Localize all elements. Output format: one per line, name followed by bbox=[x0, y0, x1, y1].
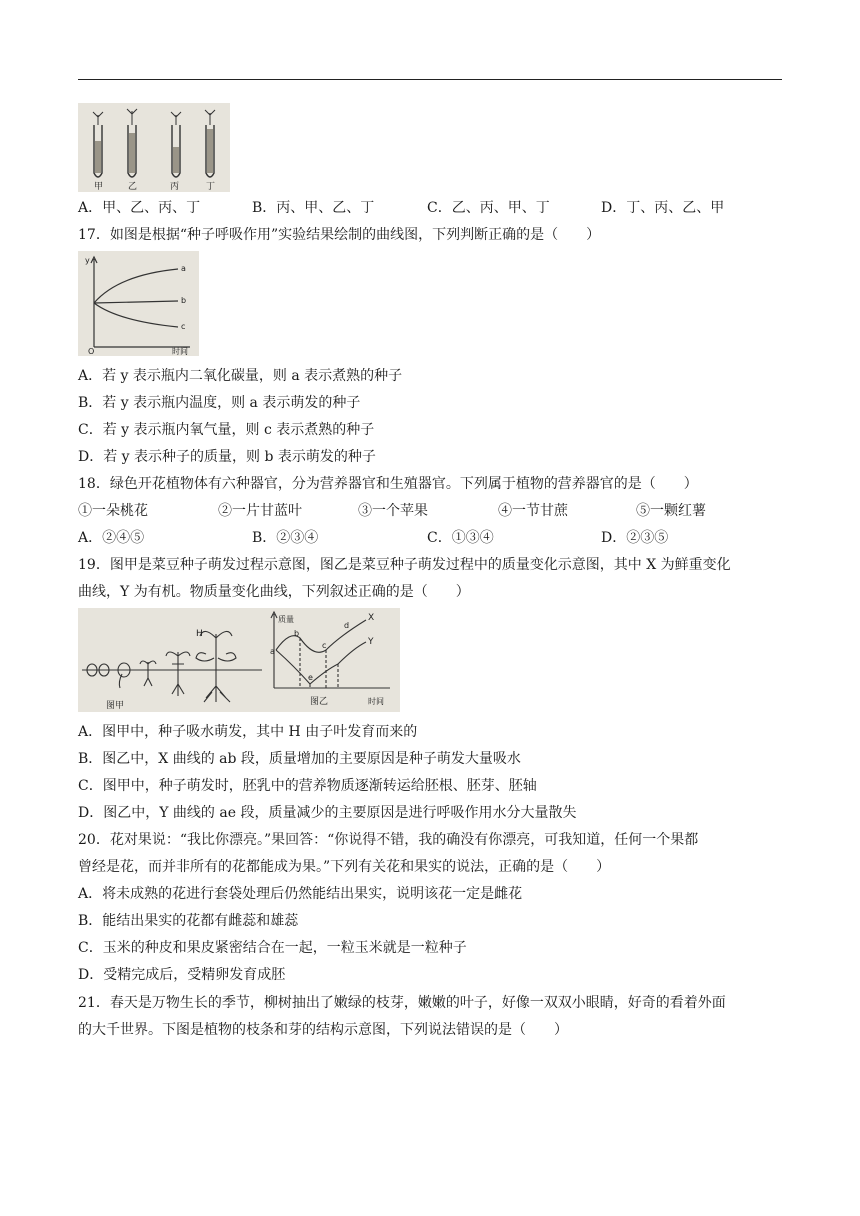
q17-option-b[interactable]: B．若 y 表示瓶内温度，则 a 表示萌发的种子 bbox=[78, 395, 361, 411]
q19-x-label: 时间 bbox=[368, 697, 384, 706]
q19-germination-figure bbox=[78, 608, 400, 712]
q17-x-label: 时间 bbox=[172, 347, 188, 356]
q16-option-c[interactable]: C．乙、丙、甲、丁 bbox=[427, 200, 550, 216]
q16-label-bing: 丙 bbox=[170, 182, 180, 192]
q19-stem-line1: 19．图甲是菜豆种子萌发过程示意图，图乙是菜豆种子萌发过程中的质量变化示意图，其中 X 为鲜重变化 bbox=[78, 557, 731, 573]
q16-label-yi: 乙 bbox=[128, 182, 138, 192]
q18-options bbox=[78, 528, 782, 548]
q20-stem-line1: 20．花对果说：“我比你漂亮。”果回答：“你说得不错，我的确没有你漂亮，可我知道，任何一个果都 bbox=[78, 832, 699, 848]
q19-option-d[interactable]: D．图乙中，Y 曲线的 ae 段，质量减少的主要原因是进行呼吸作用水分大量散失 bbox=[78, 805, 577, 821]
q17-y-label: y bbox=[85, 256, 90, 265]
q17-option-d[interactable]: D．若 y 表示种子的质量，则 b 表示萌发的种子 bbox=[78, 449, 376, 465]
q17-option-a[interactable]: A．若 y 表示瓶内二氧化碳量，则 a 表示煮熟的种子 bbox=[78, 368, 403, 384]
q19-option-a[interactable]: A．图甲中，种子吸水萌发，其中 H 由子叶发育而来的 bbox=[78, 724, 418, 740]
q21-stem-line2: 的大千世界。下图是植物的枝条和芽的结构示意图，下列说法错误的是（ ） bbox=[78, 1022, 568, 1038]
q19-point-e: e bbox=[308, 673, 313, 682]
q18-option-d[interactable]: D．②③⑤ bbox=[601, 530, 669, 546]
q20-stem-line2: 曾经是花，而并非所有的花都能成为果。”下列有关花和果实的说法，正确的是（ ） bbox=[78, 859, 611, 875]
q18-item-1: ①一朵桃花 bbox=[78, 503, 148, 519]
q18-stem: 18．绿色开花植物体有六种器官，分为营养器官和生殖器官。下列属于植物的营养器官的是（ ） bbox=[78, 476, 698, 492]
q20-option-b[interactable]: B．能结出果实的花都有雌蕊和雄蕊 bbox=[78, 913, 299, 929]
q18-item-5: ⑤一颗红薯 bbox=[636, 503, 706, 519]
q19-point-d: d bbox=[344, 621, 350, 630]
q20-option-a[interactable]: A．将未成熟的花进行套袋处理后仍然能结出果实，说明该花一定是雌花 bbox=[78, 886, 523, 902]
q17-curve-b: b bbox=[181, 296, 187, 305]
q16-label-ding: 丁 bbox=[206, 182, 216, 192]
q16-option-b[interactable]: B．丙、甲、乙、丁 bbox=[252, 200, 375, 216]
q17-curve-a: a bbox=[181, 264, 186, 273]
q17-origin: O bbox=[88, 347, 95, 356]
q19-left-caption: 图甲 bbox=[106, 701, 125, 711]
q18-item-4: ④一节甘蔗 bbox=[498, 503, 568, 519]
q19-option-b[interactable]: B．图乙中，X 曲线的 ab 段，质量增加的主要原因是种子萌发大量吸水 bbox=[78, 751, 521, 767]
q18-items bbox=[78, 501, 782, 521]
q19-right-caption: 图乙 bbox=[310, 697, 329, 707]
q16-option-d[interactable]: D．丁、丙、乙、甲 bbox=[601, 200, 725, 216]
q17-option-c[interactable]: C．若 y 表示瓶内氧气量，则 c 表示煮熟的种子 bbox=[78, 422, 375, 438]
q18-option-a[interactable]: A．②④⑤ bbox=[78, 530, 145, 546]
q18-item-3: ③一个苹果 bbox=[358, 503, 428, 519]
q16-option-a[interactable]: A．甲、乙、丙、丁 bbox=[78, 200, 201, 216]
q19-y-label: 质量 bbox=[278, 615, 294, 624]
q19-point-b: b bbox=[294, 629, 300, 638]
q19-point-a: a bbox=[270, 647, 275, 656]
q19-curve-y: Y bbox=[368, 637, 374, 647]
q19-option-c[interactable]: C．图甲中，种子萌发时，胚乳中的营养物质逐渐转运给胚根、胚芽、胚轴 bbox=[78, 778, 537, 794]
q18-item-2: ②一片甘蓝叶 bbox=[218, 503, 302, 519]
q16-label-jia: 甲 bbox=[94, 182, 104, 192]
q19-point-c: c bbox=[322, 641, 327, 650]
q17-curve-figure bbox=[78, 251, 199, 356]
header-rule bbox=[78, 79, 782, 80]
q16-test-tube-figure bbox=[78, 103, 230, 192]
q20-option-d[interactable]: D．受精完成后，受精卵发育成胚 bbox=[78, 967, 286, 983]
q18-option-c[interactable]: C．①③④ bbox=[427, 530, 494, 546]
q17-stem: 17．如图是根据“种子呼吸作用”实验结果绘制的曲线图，下列判断正确的是（ ） bbox=[78, 227, 601, 243]
q19-h-label: H bbox=[196, 629, 203, 639]
q16-options bbox=[78, 198, 782, 218]
q20-option-c[interactable]: C．玉米的种皮和果皮紧密结合在一起，一粒玉米就是一粒种子 bbox=[78, 940, 467, 956]
q19-curve-x: X bbox=[368, 613, 375, 623]
q19-stem-line2: 曲线，Y 为有机。物质量变化曲线，下列叙述正确的是（ ） bbox=[78, 584, 470, 600]
q17-curve-c: c bbox=[181, 322, 186, 331]
q18-option-b[interactable]: B．②③④ bbox=[252, 530, 319, 546]
q21-stem-line1: 21．春天是万物生长的季节，柳树抽出了嫩绿的枝芽，嫩嫩的叶子，好像一双双小眼睛，好奇的看着外面 bbox=[78, 995, 726, 1011]
